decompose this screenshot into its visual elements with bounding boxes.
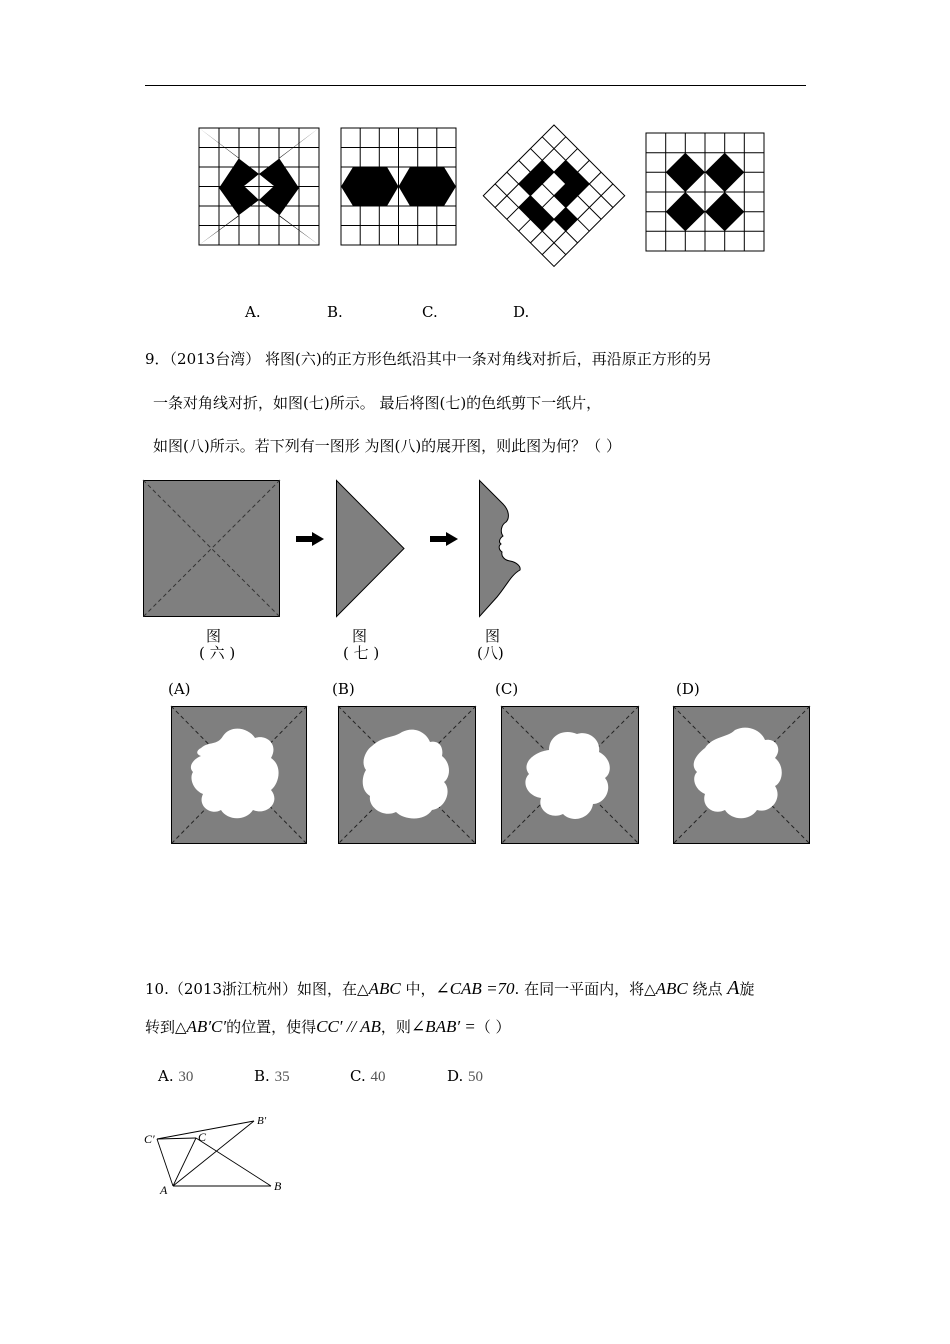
q10-triangle-figure <box>140 1108 300 1200</box>
q10-abc-1: ABC <box>368 979 401 998</box>
q10-point-a: A <box>727 977 740 999</box>
q10-abc-2: ABC <box>655 979 688 998</box>
q9-fig8-caption-bottom: (八) <box>477 644 504 662</box>
q10-line2-b: 的位置，使得 <box>226 1018 317 1036</box>
q9-fig7-caption-top: 图 <box>352 627 368 645</box>
option-label: D. <box>447 1067 464 1085</box>
q9-figure-six <box>143 480 280 617</box>
q9-choice-c-figure <box>501 706 639 844</box>
option-label: C. <box>350 1067 366 1085</box>
q9-figure-seven <box>336 480 406 617</box>
q10-line-1 <box>145 978 755 999</box>
q10-mid-2: . 在同一平面内，将△ <box>514 980 656 998</box>
q10-option-a <box>158 1066 193 1087</box>
q10-mid-3: 绕点 <box>687 980 728 998</box>
q10-option-b <box>254 1066 290 1087</box>
q9-figure-eight <box>479 480 524 617</box>
q8-option-b: B. <box>327 303 343 321</box>
q10-mid-1: 中， <box>400 980 436 998</box>
q10-lead: 10.（2013浙江杭州）如图，在△ <box>145 980 369 998</box>
label-c-prime: C′ <box>144 1132 155 1146</box>
q10-end-1: 旋 <box>739 980 755 998</box>
q10-line-2 <box>145 1017 511 1037</box>
option-value: 50 <box>468 1069 484 1085</box>
q9-number: 9． <box>145 350 170 368</box>
q9-choice-d-figure <box>673 706 810 844</box>
q9-text-1: 将图(六)的正方形色纸沿其中一条对角线对折后，再沿原正方形的另 <box>265 350 712 368</box>
q8-figure-a <box>199 128 320 246</box>
q10-abc-prime: AB′C′ <box>186 1017 227 1036</box>
q8-option-a: A. <box>245 303 261 321</box>
header-rule <box>145 85 806 86</box>
q9-choice-b-figure <box>338 706 476 844</box>
q9-line-3: 如图(八)所示。若下列有一图形 为图(八)的展开图，则此图为何？（ ） <box>153 437 621 455</box>
option-value: 35 <box>274 1069 290 1085</box>
q8-figure-d <box>646 133 765 252</box>
option-value: 30 <box>178 1069 194 1085</box>
q8-figure-c <box>483 125 625 267</box>
q9-line-1 <box>145 349 712 369</box>
label-b: B <box>274 1179 282 1193</box>
q9-choice-a-label: (A) <box>168 680 191 698</box>
q9-fig6-caption-top: 图 <box>206 627 222 645</box>
q9-fig7-caption-bottom: ( 七 ) <box>343 644 380 662</box>
q9-choice-a-figure <box>171 706 307 844</box>
q10-cc-expr: CC′ // AB <box>316 1017 381 1036</box>
q9-fig6-caption-bottom: ( 六 ) <box>199 644 236 662</box>
q10-bab-expr: ∠BAB′ = <box>410 1017 476 1036</box>
q10-option-d <box>447 1066 483 1087</box>
q9-source: （2013台湾） <box>169 350 261 368</box>
q9-choice-b-label: (B) <box>332 680 355 698</box>
q8-option-c: C. <box>422 303 438 321</box>
q9-fig8-caption-top: 图 <box>485 627 501 645</box>
q8-figure-b <box>341 128 457 246</box>
option-value: 40 <box>370 1069 386 1085</box>
label-c: C <box>198 1130 207 1144</box>
q10-option-c <box>350 1066 386 1087</box>
arrow-icon <box>296 532 324 546</box>
arrow-icon <box>430 532 458 546</box>
option-label: B. <box>254 1067 270 1085</box>
q9-choice-d-label: (D) <box>676 680 700 698</box>
q10-line2-d: （ ） <box>475 1018 511 1036</box>
q10-line2-a: 转到△ <box>145 1018 187 1036</box>
q10-line2-c: ，则 <box>380 1018 411 1036</box>
q10-angle-expr: ∠CAB =70 <box>435 979 515 998</box>
label-b-prime: B′ <box>257 1115 267 1127</box>
q9-line-2: 一条对角线对折，如图(七)所示。 最后将图(七)的色纸剪下一纸片， <box>153 394 602 412</box>
q9-choice-c-label: (C) <box>495 680 519 698</box>
label-a: A <box>160 1183 168 1197</box>
q8-option-d: D. <box>513 303 530 321</box>
option-label: A. <box>158 1067 174 1085</box>
